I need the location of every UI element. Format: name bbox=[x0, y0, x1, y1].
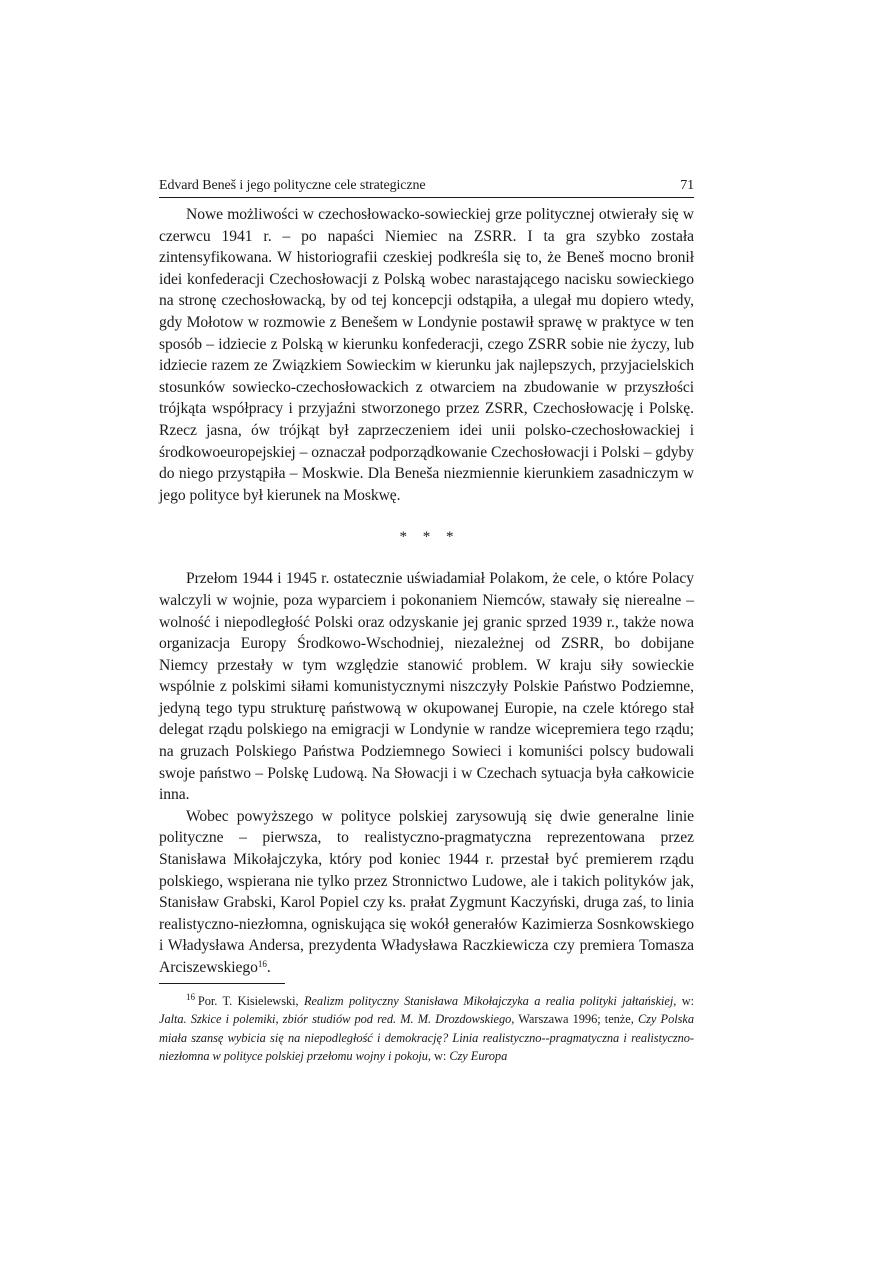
section-separator: * * * bbox=[399, 529, 454, 546]
footnote-title-1: Realizm polityczny Stanisława Mikołajczyka a realia polityki jałtańskiej bbox=[303, 993, 674, 1008]
footnote-text-1: Por. T. Kisielewski, bbox=[197, 993, 304, 1008]
paragraph-3-end: . bbox=[266, 959, 271, 976]
footnote-16 bbox=[159, 992, 694, 1066]
footnote-number: 16 bbox=[186, 991, 195, 1002]
main-text bbox=[159, 204, 694, 979]
footnote-title-3: Czy Polska miała szansę wybicia się na niepodległość i demokrację? Linia realistyczno--pragmatyczna i realistyczno-niezłomna w polityce polskiej przełomu wojny i pokoju bbox=[159, 1012, 694, 1064]
paragraph-3-text: Wobec powyższego w polityce polskiej zarysowują się dwie generalne linie polityczne – pierwsza, to realistyczno-pragmatyczna reprezentowana przez Stanisława Mikołajczyka, który pod koniec 1944 r. przestał być premierem rządu polskiego, wspierana nie tylko przez Stronnictwo Ludowe, ale i takich polityków jak, Stanisław Grabski, Karol Popiel czy ks. prałat Zygmunt Kaczyński, druga zaś, to linia realistyczno-niezłomna, ogniskująca się wokół generałów Kazimierza Sosnkowskiego i Władysława Andersa, prezydenta Władysława Raczkiewicza czy premiera Tomasza Arciszewskiego bbox=[159, 807, 694, 976]
footnote-text-4: , w: bbox=[427, 1049, 450, 1064]
paragraph-2: Przełom 1944 i 1945 r. ostatecznie uświadamiał Polakom, że cele, o które Polacy walczyli w wojnie, poza wyparciem i pokonaniem Niemców, stawały się nierealne – wolność i niepodległość Polski oraz odzyskanie jej granic sprzed 1939 r., także nowa organizacja Europy Środkowo-Wschodniej, niezależnej od ZSRR, bo dobijane Niemcy przestały w tym względzie stanowić problem. W kraju siły sowieckie wspólnie z polskimi siłami komunistycznymi niszczyły Polskie Państwo Podziemne, jedyną tego typu strukturę państwową w okupowanej Europie, na czele którego stał delegat rządu polskiego na emigracji w Londynie w randze wicepremiera tego rządu; na gruzach Polskiego Państwa Podziemnego Sowieci i komuniści polscy budowali swoje państwo – Polskę Ludową. Na Słowacji i w Czechach sytuacja była całkowicie inna. bbox=[159, 570, 694, 804]
footnote-text-2: , w: bbox=[673, 993, 694, 1008]
footnote-title-2: Jalta. Szkice i polemiki, zbiór studiów pod red. M. M. Drozdowskiego bbox=[159, 1012, 512, 1027]
footnote-text-3: , Warszawa 1996; tenże, bbox=[511, 1012, 638, 1027]
running-head bbox=[159, 176, 694, 198]
book-page bbox=[159, 176, 694, 1066]
paragraph-1: Nowe możliwości w czechosłowacko-sowieckiej grze politycznej otwierały się w czerwcu 1941 r. – po napaści Niemiec na ZSRR. I ta gra szybko została zintensyfikowana. W historiografii czeskiej podkreśla się to, że Beneš mocno bronił idei konfederacji Czechosłowacji z Polską wobec narastającego nacisku sowieckiego na stronę czechosłowacką, by od tej koncepcji odstąpiła, a ulegał mu dopiero wtedy, gdy Mołotow w rozmowie z Benešem w Londynie postawił sprawę w praktyce w ten sposób – idziecie z Polską w kierunku konfederacji, czego ZSRR sobie nie życzy, lub idziecie razem ze Związkiem Sowieckim w kierunku jak najlepszych, przyjacielskich stosunków sowiecko-czechosłowackich z otwarciem na zbudowanie w przyszłości trójkąta współpracy i przyjaźni stworzonego przez ZSRR, Czechosłowację i Polskę. Rzecz jasna, ów trójkąt był zaprzeczeniem idei unii polsko-czechosłowackiej i środkowoeuropejskiej – oznaczał podporządkowanie Czechosłowacji i Polski – gdyby do niego przystąpiła – Moskwie. Dla Beneša niezmiennie kierunkiem zasadniczym w jego polityce był kierunek na Moskwę. bbox=[159, 206, 694, 504]
footnote-ref-16: 16 bbox=[257, 959, 267, 969]
running-head-title: Edvard Beneš i jego polityczne cele strategiczne bbox=[159, 178, 426, 193]
footnote-rule bbox=[159, 983, 285, 984]
paragraph-3 bbox=[159, 806, 694, 979]
footnote-title-4: Czy Europa bbox=[449, 1049, 508, 1064]
page-number: 71 bbox=[680, 178, 694, 193]
